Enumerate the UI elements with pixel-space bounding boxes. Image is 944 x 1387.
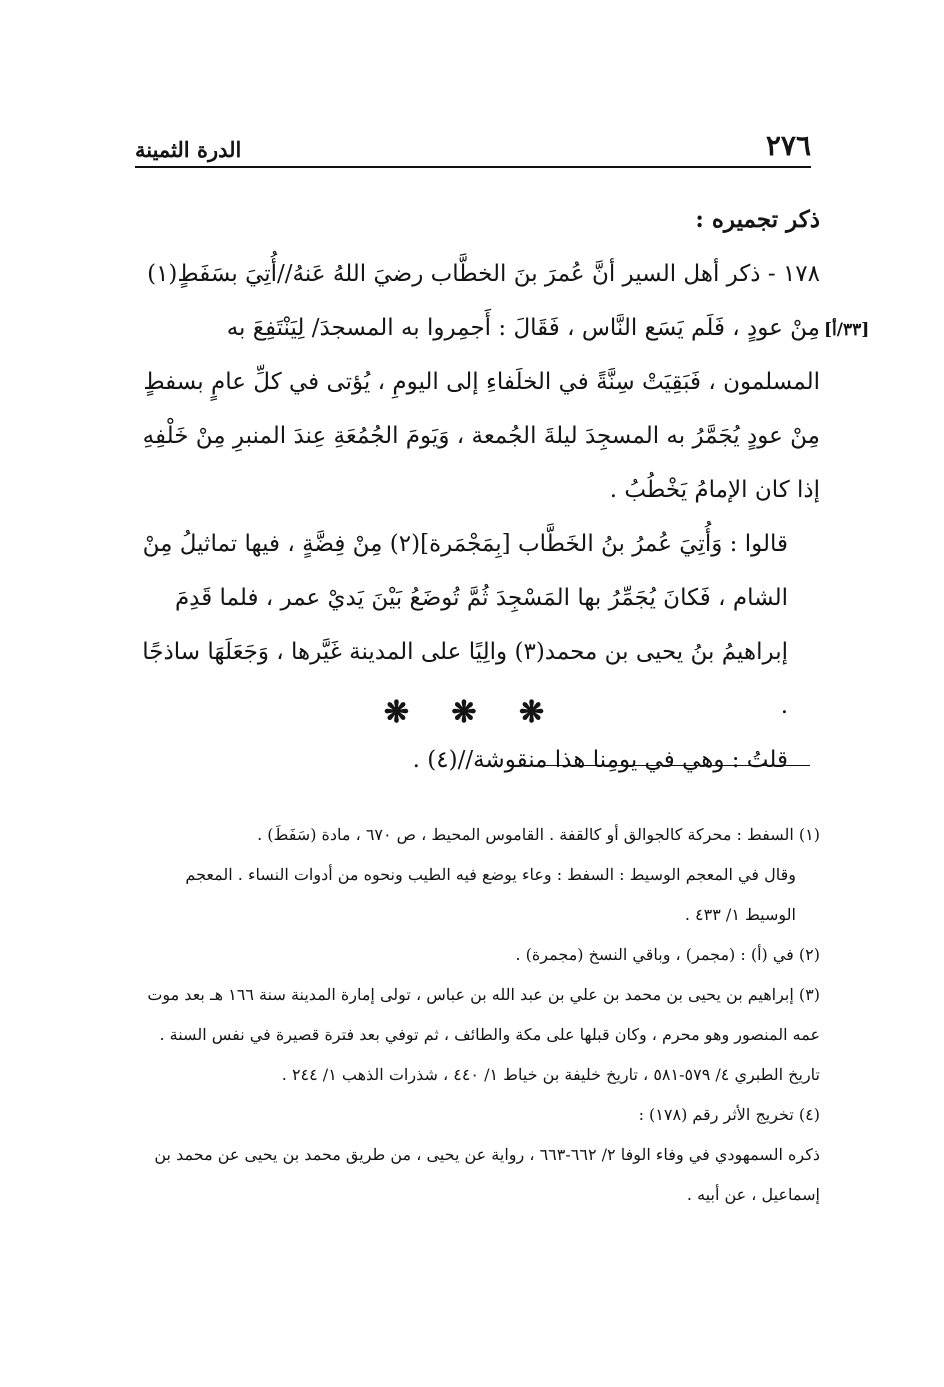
footnotes — [140, 815, 820, 1215]
header-rule — [135, 166, 811, 168]
footnote-2: (٢) في (أ) : (مجمر) ، وباقي النسخ (مجمرة) . — [515, 945, 820, 964]
section-heading: ذكر تجميره : — [695, 206, 820, 233]
page-header — [135, 122, 811, 162]
footnote-4-body: ذكره السمهودي في وفاء الوفا ٢/ ٦٦٢-٦٦٣ ، رواية عن يحيى ، من طريق محمد بن يحيى عن محمد بن إسماعيل ، عن أبيه . — [154, 1145, 820, 1204]
paragraph-censer: قالوا : وَأُتِيَ عُمرُ بنُ الخَطَّاب [بِمَجْمَرة](٢) مِنْ فِضَّةٍ ، فيها تماثيلُ مِنْ الشام ، فَكانَ يُجَمِّرُ بها المَسْجِدَ ثُمَّ تُوضَعُ بَيْنَ يَديْ عمر ، فلما قَدِمَ إبراهيمُ بنُ يحيى بن محمد(٣) والِيًا على المدينة غَيَّرها ، وَجَعَلَهَا ساذجًا . — [142, 531, 788, 719]
footnote-1: (١) السفط : محركة كالجوالق أو كالقفة . القاموس المحيط ، ص ٦٧٠ ، مادة (سَفَطَ) . — [257, 825, 820, 844]
footnote-3: (٣) إبراهيم بن يحيى بن محمد بن علي بن عبد الله بن عباس ، تولى إمارة المدينة سنة ١٦٦ هـ بعد موت عمه المنصور وهو محرم ، وكان قبلها على مكة والطائف ، ثم توفي بعد فترة قصيرة في نفس السنة . تاريخ الطبري ٤/ ٥٧٩-٥٨١ ، تاريخ خليفة بن خياط ١/ ٤٤٠ ، شذرات الذهب ١/ ٢٤٤ . — [147, 985, 820, 1084]
footnote-rule — [528, 765, 810, 766]
book-title: الدرة الثمينة — [135, 137, 242, 162]
paragraph-178: ١٧٨ - ذكر أهل السير أنَّ عُمرَ بنَ الخطَّاب رضيَ اللهُ عَنهُ//أُتِيَ بسَفَطٍ(١) مِنْ عودٍ ، فَلَم يَسَع النَّاس ، فَقَالَ : أَجمِروا به المسجدَ/ لِيَنْتَفِعَ به المسلمون ، فَبَقِيَتْ سِنَّةً في الخلَفاءِ إلى اليومِ ، يُؤتى في كلِّ عامٍ بسفطٍ مِنْ عودٍ يُجَمَّرُ به المسجِدَ ليلةَ الجُمعة ، وَيَومَ الجُمُعَةِ عِندَ المنبرِ مِنْ خَلْفِهِ إذا كان الإمامُ يَخْطُبُ . — [142, 261, 820, 503]
paragraph-author-note: قلتُ : وهي في يومِنا هذا منقوشة//(٤) . — [412, 747, 788, 773]
manuscript-folio-marker: [٣٣/أ] — [824, 320, 870, 340]
section-separator: ❋ ❋ ❋ — [383, 695, 561, 730]
footnote-1-continuation: وقال في المعجم الوسيط : السفط : وعاء يوضع فيه الطيب ونحوه من أدوات النساء . المعجم الوسيط ١/ ٤٣٣ . — [185, 865, 796, 924]
page-number: ٢٧٦ — [765, 129, 811, 162]
footnote-4: (٤) تخريج الأثر رقم (١٧٨) : — [638, 1105, 820, 1124]
